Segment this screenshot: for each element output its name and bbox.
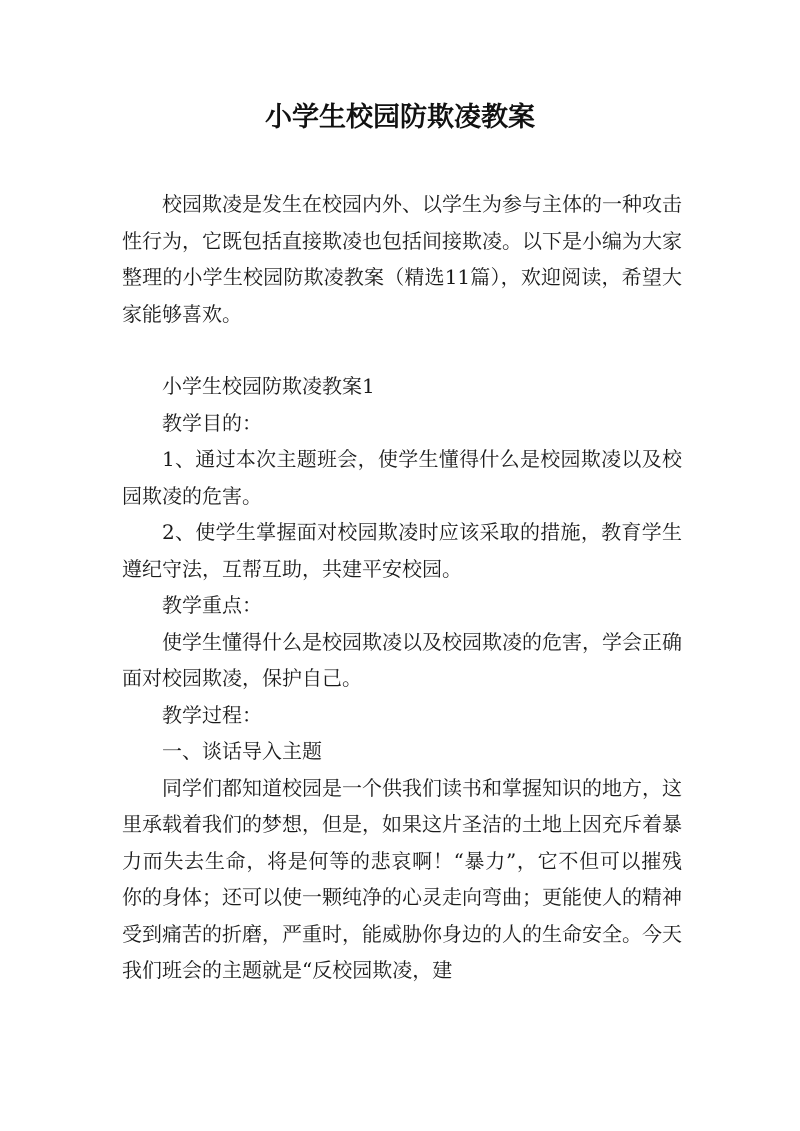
subheading-teaching-process: 教学过程： xyxy=(162,702,262,727)
document-title: 小学生校园防欺凌教案 xyxy=(265,102,535,133)
subheading-teaching-goals: 教学目的： xyxy=(162,410,262,435)
subheading-teaching-focus: 教学重点： xyxy=(162,593,262,617)
focus-paragraph: 使学生懂得什么是校园欺凌以及校园欺凌的危害，学会正确面对校园欺凌，保护自己。 xyxy=(122,629,682,690)
process-step-1: 一、谈话导入主题 xyxy=(162,739,322,763)
document-body xyxy=(122,186,682,989)
intro-paragraph: 校园欺凌是发生在校园内外、以学生为参与主体的一种攻击性行为，它既包括直接欺凌也包括间接欺凌。以下是小编为大家整理的小学生校园防欺凌教案（精选11篇），欢迎阅读，希望大家能够喜欢。 xyxy=(122,192,682,326)
goal-item-1: 1、通过本次主题班会，使学生懂得什么是校园欺凌以及校园欺凌的危害。 xyxy=(122,447,682,508)
section-heading: 小学生校园防欺凌教案1 xyxy=(162,374,375,398)
process-paragraph: 同学们都知道校园是一个供我们读书和掌握知识的地方，这里承载着我们的梦想，但是，如果这片圣洁的土地上因充斥着暴力而失去生命，将是何等的悲哀啊！“暴力”，它不但可以摧残你的身体；还可以使一颗纯净的心灵走向弯曲；更能使人的精神受到痛苦的折磨，严重时，能威胁你身边的人的生命安全。今天我们班会的主题就是“反校园欺凌，建 xyxy=(122,775,682,982)
goal-item-2: 2、使学生掌握面对校园欺凌时应该采取的措施，教育学生遵纪守法，互帮互助，共建平安校园。 xyxy=(122,520,682,581)
